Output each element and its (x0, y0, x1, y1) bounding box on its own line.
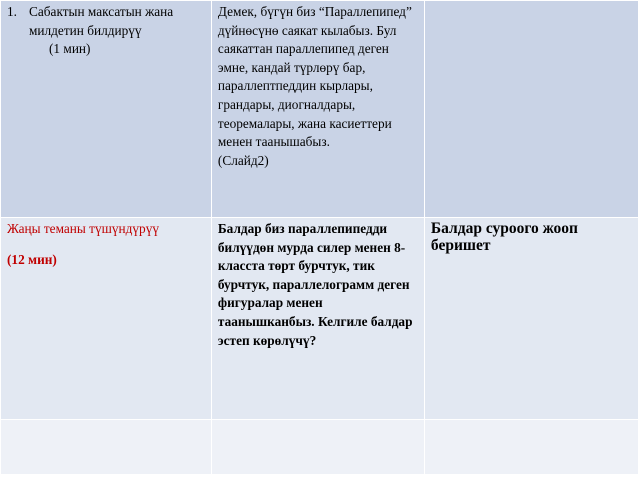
stage-number: 1. (7, 4, 17, 19)
stage-cell (1, 1, 212, 218)
stage-time: (12 мин) (7, 251, 57, 267)
stage-cell (1, 218, 212, 420)
student-activity-cell (424, 1, 638, 218)
teacher-activity-cell (211, 1, 424, 218)
teacher-activity-text: Демек, бүгүн биз “Параллепипед” дүйнөсүнө саякат кылабыз. Бул саякаттан параллепипед деген эмне, кандай түрлөрү бар, параллептпеддин кырлары, грандары, диогналдары, теоремалары, жана касиеттери менен таанышабыз. (217, 4, 412, 150)
table-row (1, 218, 639, 420)
teacher-activity-cell (211, 420, 424, 475)
stage-title: Сабактын максатын жана милдетин билдирүү (29, 4, 174, 38)
student-activity-cell (424, 420, 638, 475)
stage-item (7, 3, 205, 40)
teacher-activity-text: Балдар биз параллепипедди билүүдөн мурда силер менен 8-класста төрт бурчтук, тик бурчтук, параллелограмм деген фигуралар менен таанышканбыз. Келгиле балдар эстеп көрөлүчү? (217, 221, 413, 348)
stage-title: Жаңы теманы түшүндүрүү (7, 221, 159, 236)
table-row (1, 420, 639, 475)
table-row (1, 1, 639, 218)
stage-time: (1 мин) (49, 41, 91, 57)
stage-cell (1, 420, 212, 475)
teacher-activity-cell (211, 218, 424, 420)
student-activity-text: Балдар суроого жооп беришет (430, 220, 578, 254)
slide-reference: (Слайд2) (217, 152, 269, 168)
student-activity-cell (424, 218, 638, 420)
